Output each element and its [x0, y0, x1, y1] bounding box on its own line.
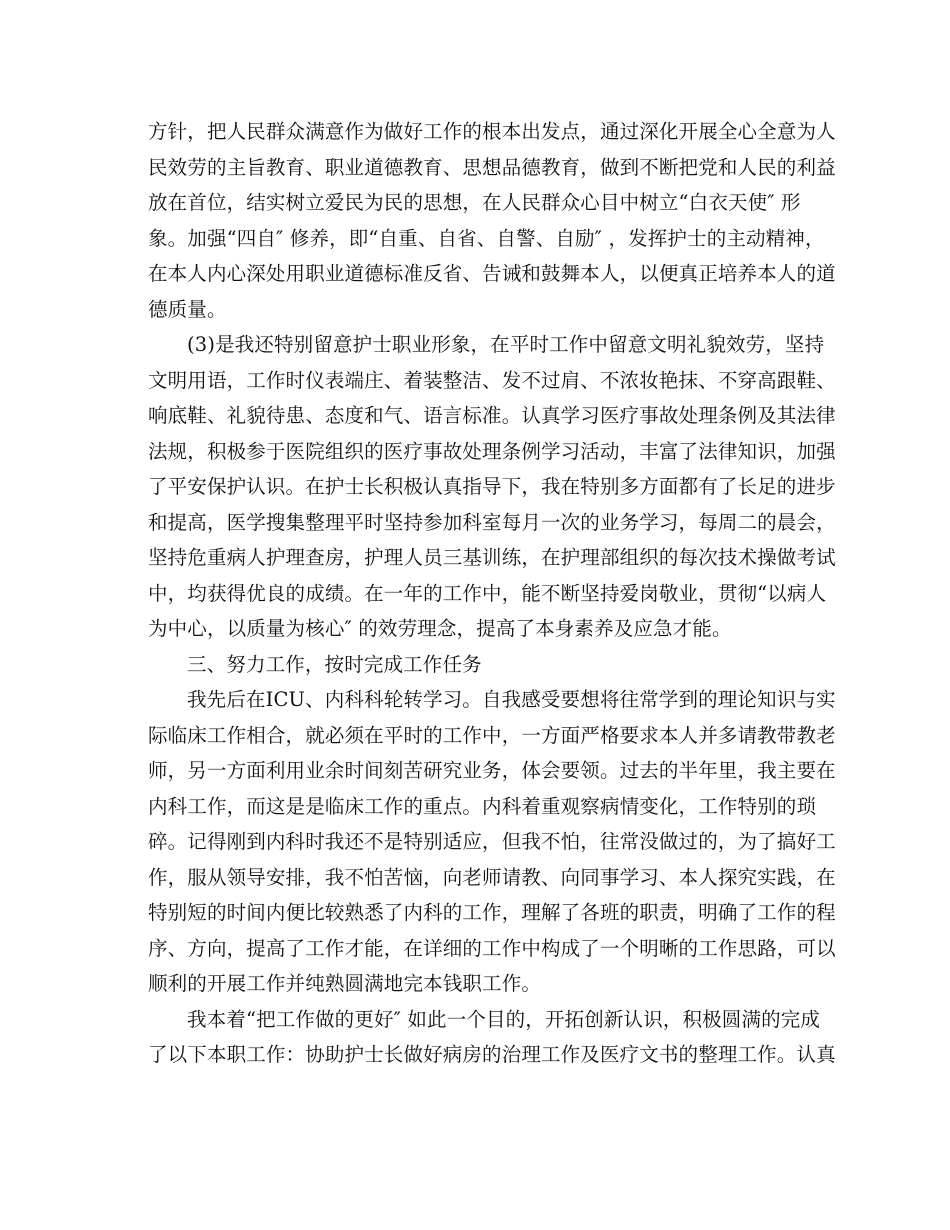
- text-line: 法规，积极参于医院组织的医疗事故处理条例学习活动，丰富了法律知识，加强: [148, 439, 836, 463]
- text-line: 师，另一方面利用业余时间刻苦研究业务，体会要领。过去的半年里，我主要在: [148, 759, 836, 782]
- text-line: 和提高，医学搜集整理平时坚持参加科室每月一次的业务学习，每周二的晨会，: [148, 510, 836, 534]
- text-line: 特别短的时间内便比较熟悉了内科的工作，理解了各班的职责，明确了工作的程: [148, 901, 836, 924]
- text-line: 作，服从领导安排，我不怕苦恼，向老师请教、向同事学习、本人探究实践，在: [148, 865, 836, 889]
- text-line: 放在首位，结实树立爱民为民的思想，在人民群众心目中树立“白衣天使″ 形: [148, 191, 801, 214]
- text-line: 顺利的开展工作并纯熟圆满地完本钱职工作。: [148, 972, 542, 995]
- text-line: 民效劳的主旨教育、职业道德教育、思想品德教育，做到不断把党和人民的利益: [148, 155, 836, 179]
- text-line: 象。加强“四自″ 修养，即“自重、自省、自警、自励″ ，发挥护士的主动精神，: [148, 226, 825, 250]
- text-line: 方针，把人民群众满意作为做好工作的根本出发点，通过深化开展全心全意为人: [148, 120, 836, 143]
- text-line: 了平安保护认识。在护士长积极认真指导下，我在特别多方面都有了长足的进步: [148, 475, 836, 498]
- text-line: 际临床工作相合，就必须在平时的工作中，一方面严格要求本人并多请教带教老: [148, 723, 836, 747]
- paragraph-start-line: (3)是我还特别留意护士职业形象，在平时工作中留意文明礼貌效劳，坚持: [187, 333, 825, 356]
- text-line: 了以下本职工作：协助护士长做好病房的治理工作及医疗文书的整理工作。认真: [148, 1043, 836, 1066]
- text-line: 为中心，以质量为核心″ 的效劳理念，提高了本身素养及应急才能。: [148, 617, 732, 640]
- text-line: 坚持危重病人护理查房，护理人员三基训练，在护理部组织的每次技术操做考试: [148, 546, 836, 569]
- document-body: [148, 114, 836, 1073]
- text-line: 序、方向，提高了工作才能，在详细的工作中构成了一个明晰的工作思路，可以: [148, 936, 836, 960]
- text-line: 碎。记得刚到内科时我还不是特别适应，但我不怕，往常没做过的，为了搞好工: [148, 830, 836, 853]
- text-line: 内科工作，而这是是临床工作的重点。内科着重观察病情变化，工作特别的琐: [148, 794, 817, 818]
- text-line: 德质量。: [148, 297, 227, 321]
- paragraph-start-line: 我先后在ICU、内科科轮转学习。自我感受要想将往常学到的理论知识与实: [187, 688, 836, 711]
- text-line: 在本人内心深处用职业道德标准反省、告诫和鼓舞本人，以便真正培养本人的道: [148, 262, 836, 285]
- section-heading: 三、努力工作，按时完成工作任务: [187, 652, 482, 676]
- paragraph-start-line: 我本着“把工作做的更好″ 如此一个目的，开拓创新认识，积极圆满的完成: [187, 1007, 821, 1031]
- text-line: 中，均获得优良的成绩。在一年的工作中，能不断坚持爱岗敬业，贯彻“以病人: [148, 581, 827, 605]
- text-line: 文明用语，工作时仪表端庄、着装整洁、发不过肩、不浓妆艳抹、不穿高跟鞋、: [148, 368, 836, 392]
- text-line: 响底鞋、礼貌待患、态度和气、语言标准。认真学习医疗事故处理条例及其法律: [148, 404, 836, 427]
